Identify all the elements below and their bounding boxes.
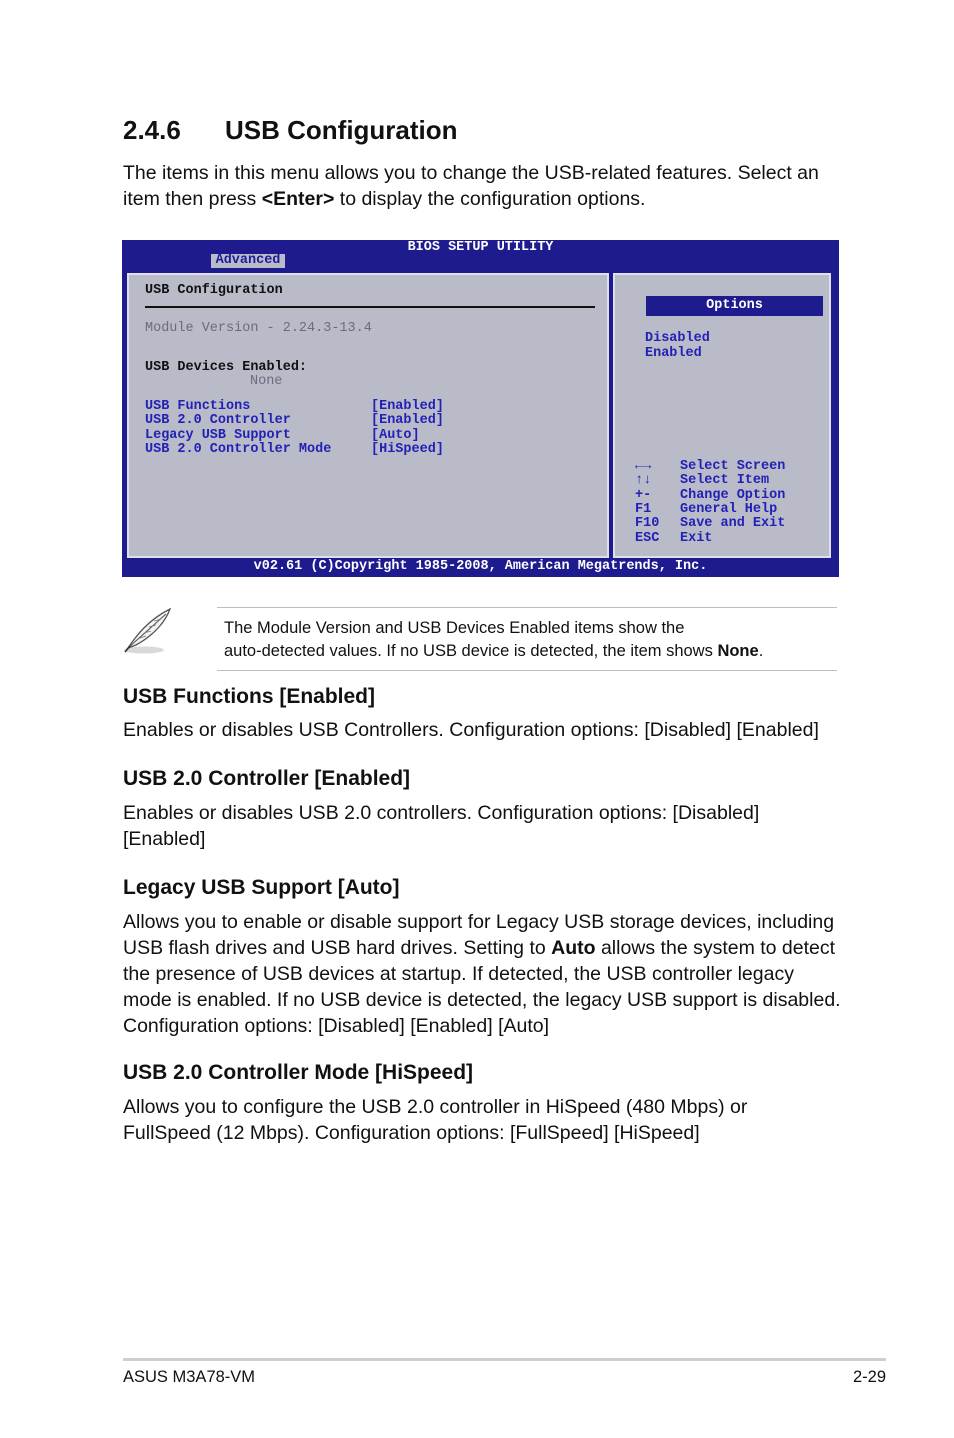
- para-usb20-mode: Allows you to configure the USB 2.0 controller in HiSpeed (480 Mbps) or FullSpeed (12 Mbps). Configuration options: [FullSpeed] [HiSpeed]: [123, 1096, 748, 1144]
- option-enabled[interactable]: Enabled: [645, 346, 702, 361]
- options-header: Options: [646, 296, 823, 316]
- bios-help-panel: [611, 271, 833, 560]
- tab-advanced[interactable]: Advanced: [211, 254, 285, 268]
- para-legacy-usb: [123, 909, 843, 1039]
- usb-devices-label: USB Devices Enabled:: [145, 360, 308, 375]
- help-change-option: Change Option: [680, 488, 786, 503]
- note-bottom-rule: [217, 670, 837, 671]
- bios-main-panel: [125, 271, 611, 560]
- section-title: USB Configuration: [225, 115, 458, 145]
- legacy-text-a: Allows you to enable or disable support for Legacy USB storage devices, including USB flash drives and USB hard drives. Setting to: [123, 911, 835, 959]
- note-top-rule: [217, 607, 837, 608]
- f10-key: F10: [635, 516, 660, 531]
- intro-paragraph: [123, 160, 843, 212]
- plus-minus-key: +-: [635, 488, 652, 503]
- heading-usb-functions: USB Functions [Enabled]: [123, 685, 375, 708]
- note-period: .: [758, 642, 764, 660]
- bios-item-usb20-controller[interactable]: USB 2.0 Controller: [145, 413, 291, 428]
- bios-item-usb-functions[interactable]: USB Functions: [145, 399, 251, 414]
- feather-pen-icon: [122, 606, 176, 661]
- f1-key: F1: [635, 502, 652, 517]
- panel-title: USB Configuration: [145, 283, 283, 298]
- heading-usb20-controller: USB 2.0 Controller [Enabled]: [123, 767, 411, 790]
- bios-title: BIOS SETUP UTILITY: [407, 240, 554, 255]
- note-line-2: [224, 640, 834, 663]
- panel-divider: [145, 306, 595, 308]
- help-select-screen: Select Screen: [680, 459, 786, 474]
- section-heading: [123, 115, 458, 146]
- esc-key: ESC: [635, 531, 660, 546]
- bios-item-legacy-usb[interactable]: Legacy USB Support: [145, 428, 291, 443]
- footer-rule: [123, 1358, 886, 1361]
- enter-key-label: <Enter>: [261, 188, 335, 210]
- usb-devices-value: None: [250, 374, 283, 389]
- bios-item-legacy-usb-value[interactable]: [Auto]: [371, 428, 420, 443]
- help-save-exit: Save and Exit: [680, 516, 786, 531]
- up-down-arrow-icon: ↑↓: [635, 473, 652, 488]
- help-exit: Exit: [680, 531, 713, 546]
- legacy-auto-emphasis: Auto: [551, 937, 596, 959]
- para-usb-functions: Enables or disables USB Controllers. Configuration options: [Disabled] [Enabled]: [123, 719, 819, 741]
- bios-item-usb-functions-value[interactable]: [Enabled]: [371, 399, 444, 414]
- intro-text: The items in this menu allows you to change the USB-related features. Select an item then press: [123, 162, 819, 210]
- note-text: [224, 617, 834, 663]
- bios-item-usb20-mode-value[interactable]: [HiSpeed]: [371, 442, 444, 457]
- note-none-emphasis: None: [717, 642, 759, 660]
- module-version: Module Version - 2.24.3-13.4: [145, 321, 372, 336]
- help-general-help: General Help: [680, 502, 778, 517]
- intro-text-end: to display the configuration options.: [334, 188, 646, 210]
- left-right-arrow-icon: ←→: [635, 459, 652, 474]
- bios-item-usb20-mode[interactable]: USB 2.0 Controller Mode: [145, 442, 332, 457]
- help-select-item: Select Item: [680, 473, 770, 488]
- bios-copyright: v02.61 (C)Copyright 1985-2008, American Megatrends, Inc.: [253, 559, 708, 574]
- bios-item-usb20-controller-value[interactable]: [Enabled]: [371, 413, 444, 428]
- footer-product: ASUS M3A78-VM: [123, 1368, 256, 1386]
- option-disabled[interactable]: Disabled: [645, 331, 710, 346]
- note-line-2-text: auto-detected values. If no USB device is detected, the item shows: [224, 642, 718, 660]
- section-number: 2.4.6: [123, 115, 181, 145]
- bios-screen: [122, 240, 839, 577]
- para-usb20-controller: Enables or disables USB 2.0 controllers. Configuration options: [Disabled] [Enabled]: [123, 802, 760, 850]
- note-line-1: The Module Version and USB Devices Enabled items show the: [224, 619, 685, 637]
- legacy-text-b: allows the system to detect the presence of USB devices at startup. If detected, the USB controller legacy mode is enabled. If no USB device is detected, the legacy USB support is disabled. Configuration options: [Disabled] [Enabled] [Auto]: [123, 937, 841, 1037]
- heading-legacy-usb: Legacy USB Support [Auto]: [123, 876, 400, 899]
- heading-usb20-mode: USB 2.0 Controller Mode [HiSpeed]: [123, 1061, 474, 1084]
- footer-page-number: 2-29: [852, 1368, 886, 1386]
